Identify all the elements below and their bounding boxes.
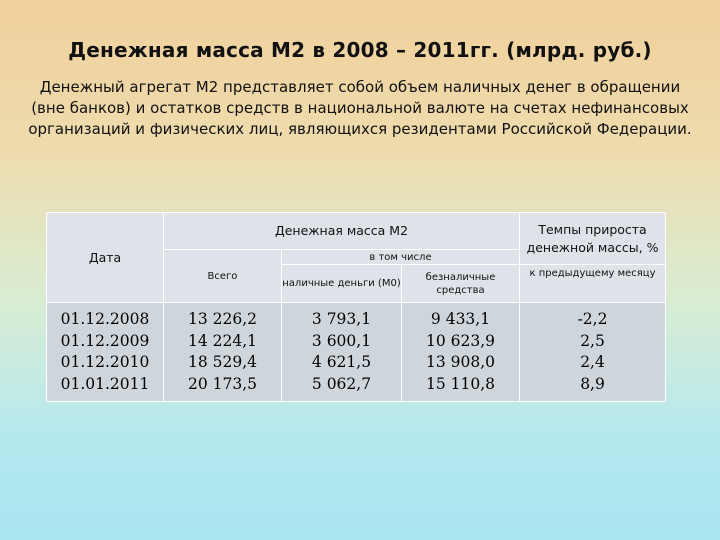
slide-title: Денежная масса М2 в 2008 – 2011гг. (млрд. руб.)	[68, 38, 652, 62]
cash-column: 3 793,1 3 600,1 4 621,5 5 062,7	[282, 303, 402, 402]
date-header: Дата	[47, 213, 164, 303]
prev-month-header: к предыдущему месяцу	[520, 265, 666, 303]
money-supply-table	[46, 212, 666, 402]
including-header: в том числе	[282, 250, 520, 265]
total-header: Всего	[164, 250, 282, 303]
total-column: 13 226,2 14 224,1 18 529,4 20 173,5	[164, 303, 282, 402]
dates-column: 01.12.2008 01.12.2009 01.12.2010 01.01.2011	[47, 303, 164, 402]
cash-header: наличные деньги (М0)	[282, 265, 402, 303]
growth-header: Темпы прироста денежной массы, %	[520, 213, 666, 265]
noncash-header: безналичные средства	[402, 265, 520, 303]
slide-description: Денежный агрегат М2 представляет собой объем наличных денег в обращении (вне банков) и остатков средств в национальной валюте на счетах нефинансовых организаций и физических лиц, являющихся резидентами Российской Федерации.	[28, 78, 692, 138]
growth-column: -2,2 2,5 2,4 8,9	[520, 303, 666, 402]
noncash-column: 9 433,1 10 623,9 13 908,0 15 110,8	[402, 303, 520, 402]
m2-header: Денежная масса М2	[164, 213, 520, 250]
